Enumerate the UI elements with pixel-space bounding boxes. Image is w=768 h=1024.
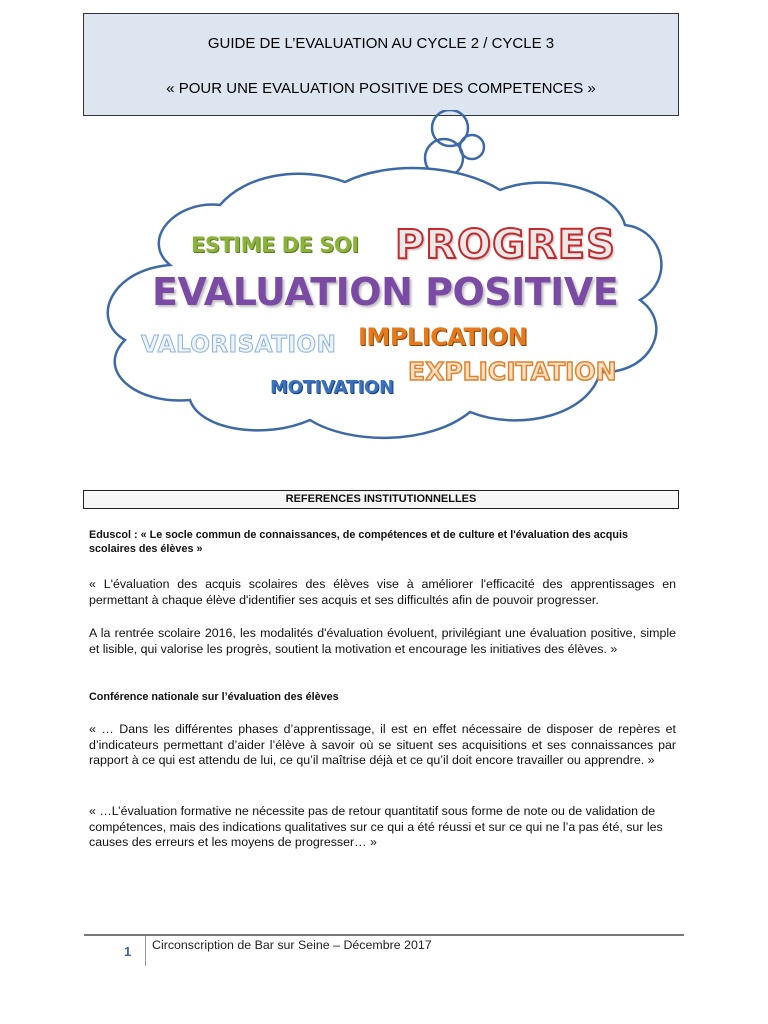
section-heading-references: REFERENCES INSTITUTIONNELLES bbox=[83, 490, 679, 509]
paragraph-quote-3: « … Dans les différentes phases d’apprentissage, il est en effet nécessaire de disposer de repères et d’indicateurs permettant d’aider l’élève à savoir où se situent ses acquisitions et ses connaissances par rapport à ce qui est attendu de lui, ce qu’il maîtrise déjà et ce qu’il doit encore travailler ou apprendre. » bbox=[89, 722, 676, 767]
paragraph-quote-4: « …L’évaluation formative ne nécessite pas de retour quantitatif sous forme de note ou de validation de compétences, mais des indications qualitatives sur ce qui a été réussi et sur ce qui ne l’a pas été, sur les causes des erreurs et les moyens de progresser… » bbox=[89, 804, 663, 849]
wordart-evaluation-positive: EVALUATION POSITIVE bbox=[152, 270, 619, 314]
wordart-explicitation: EXPLICITATION bbox=[408, 357, 617, 386]
paragraph-quote-1: « L'évaluation des acquis scolaires des élèves vise à améliorer l'efficacité des apprentissages en permettant à chaque élève d'identifier ses acquis et ses difficultés afin de pouvoir progresser. bbox=[89, 577, 676, 607]
conference-reference: Conférence nationale sur l’évaluation des élèves bbox=[89, 691, 339, 703]
footer-divider bbox=[84, 934, 684, 936]
document-subtitle: « POUR UNE EVALUATION POSITIVE DES COMPETENCES » bbox=[166, 80, 596, 97]
wordart-estime-de-soi: ESTIME DE SOI bbox=[191, 233, 359, 257]
eduscol-reference: Eduscol : « Le socle commun de connaissances, de compétences et de culture et l'évaluation des acquis scolaires des élèves » bbox=[89, 529, 628, 555]
wordart-implication: IMPLICATION bbox=[358, 323, 528, 351]
wordart-motivation: MOTIVATION bbox=[270, 377, 394, 398]
page-number: 1 bbox=[124, 944, 132, 959]
wordart-progres: PROGRES bbox=[395, 222, 616, 268]
title-box bbox=[83, 13, 679, 116]
footer-separator bbox=[145, 936, 146, 966]
footer-text: Circonscription de Bar sur Seine – Décembre 2017 bbox=[152, 938, 432, 952]
wordart-valorisation: VALORISATION bbox=[141, 332, 337, 358]
paragraph-quote-2: A la rentrée scolaire 2016, les modalités d'évaluation évoluent, privilégiant une évaluation positive, simple et lisible, qui valorise les progrès, soutient la motivation et encourage les initiatives des élèves. » bbox=[89, 626, 676, 656]
document-title: GUIDE DE L’EVALUATION AU CYCLE 2 / CYCLE 3 bbox=[207, 35, 555, 52]
